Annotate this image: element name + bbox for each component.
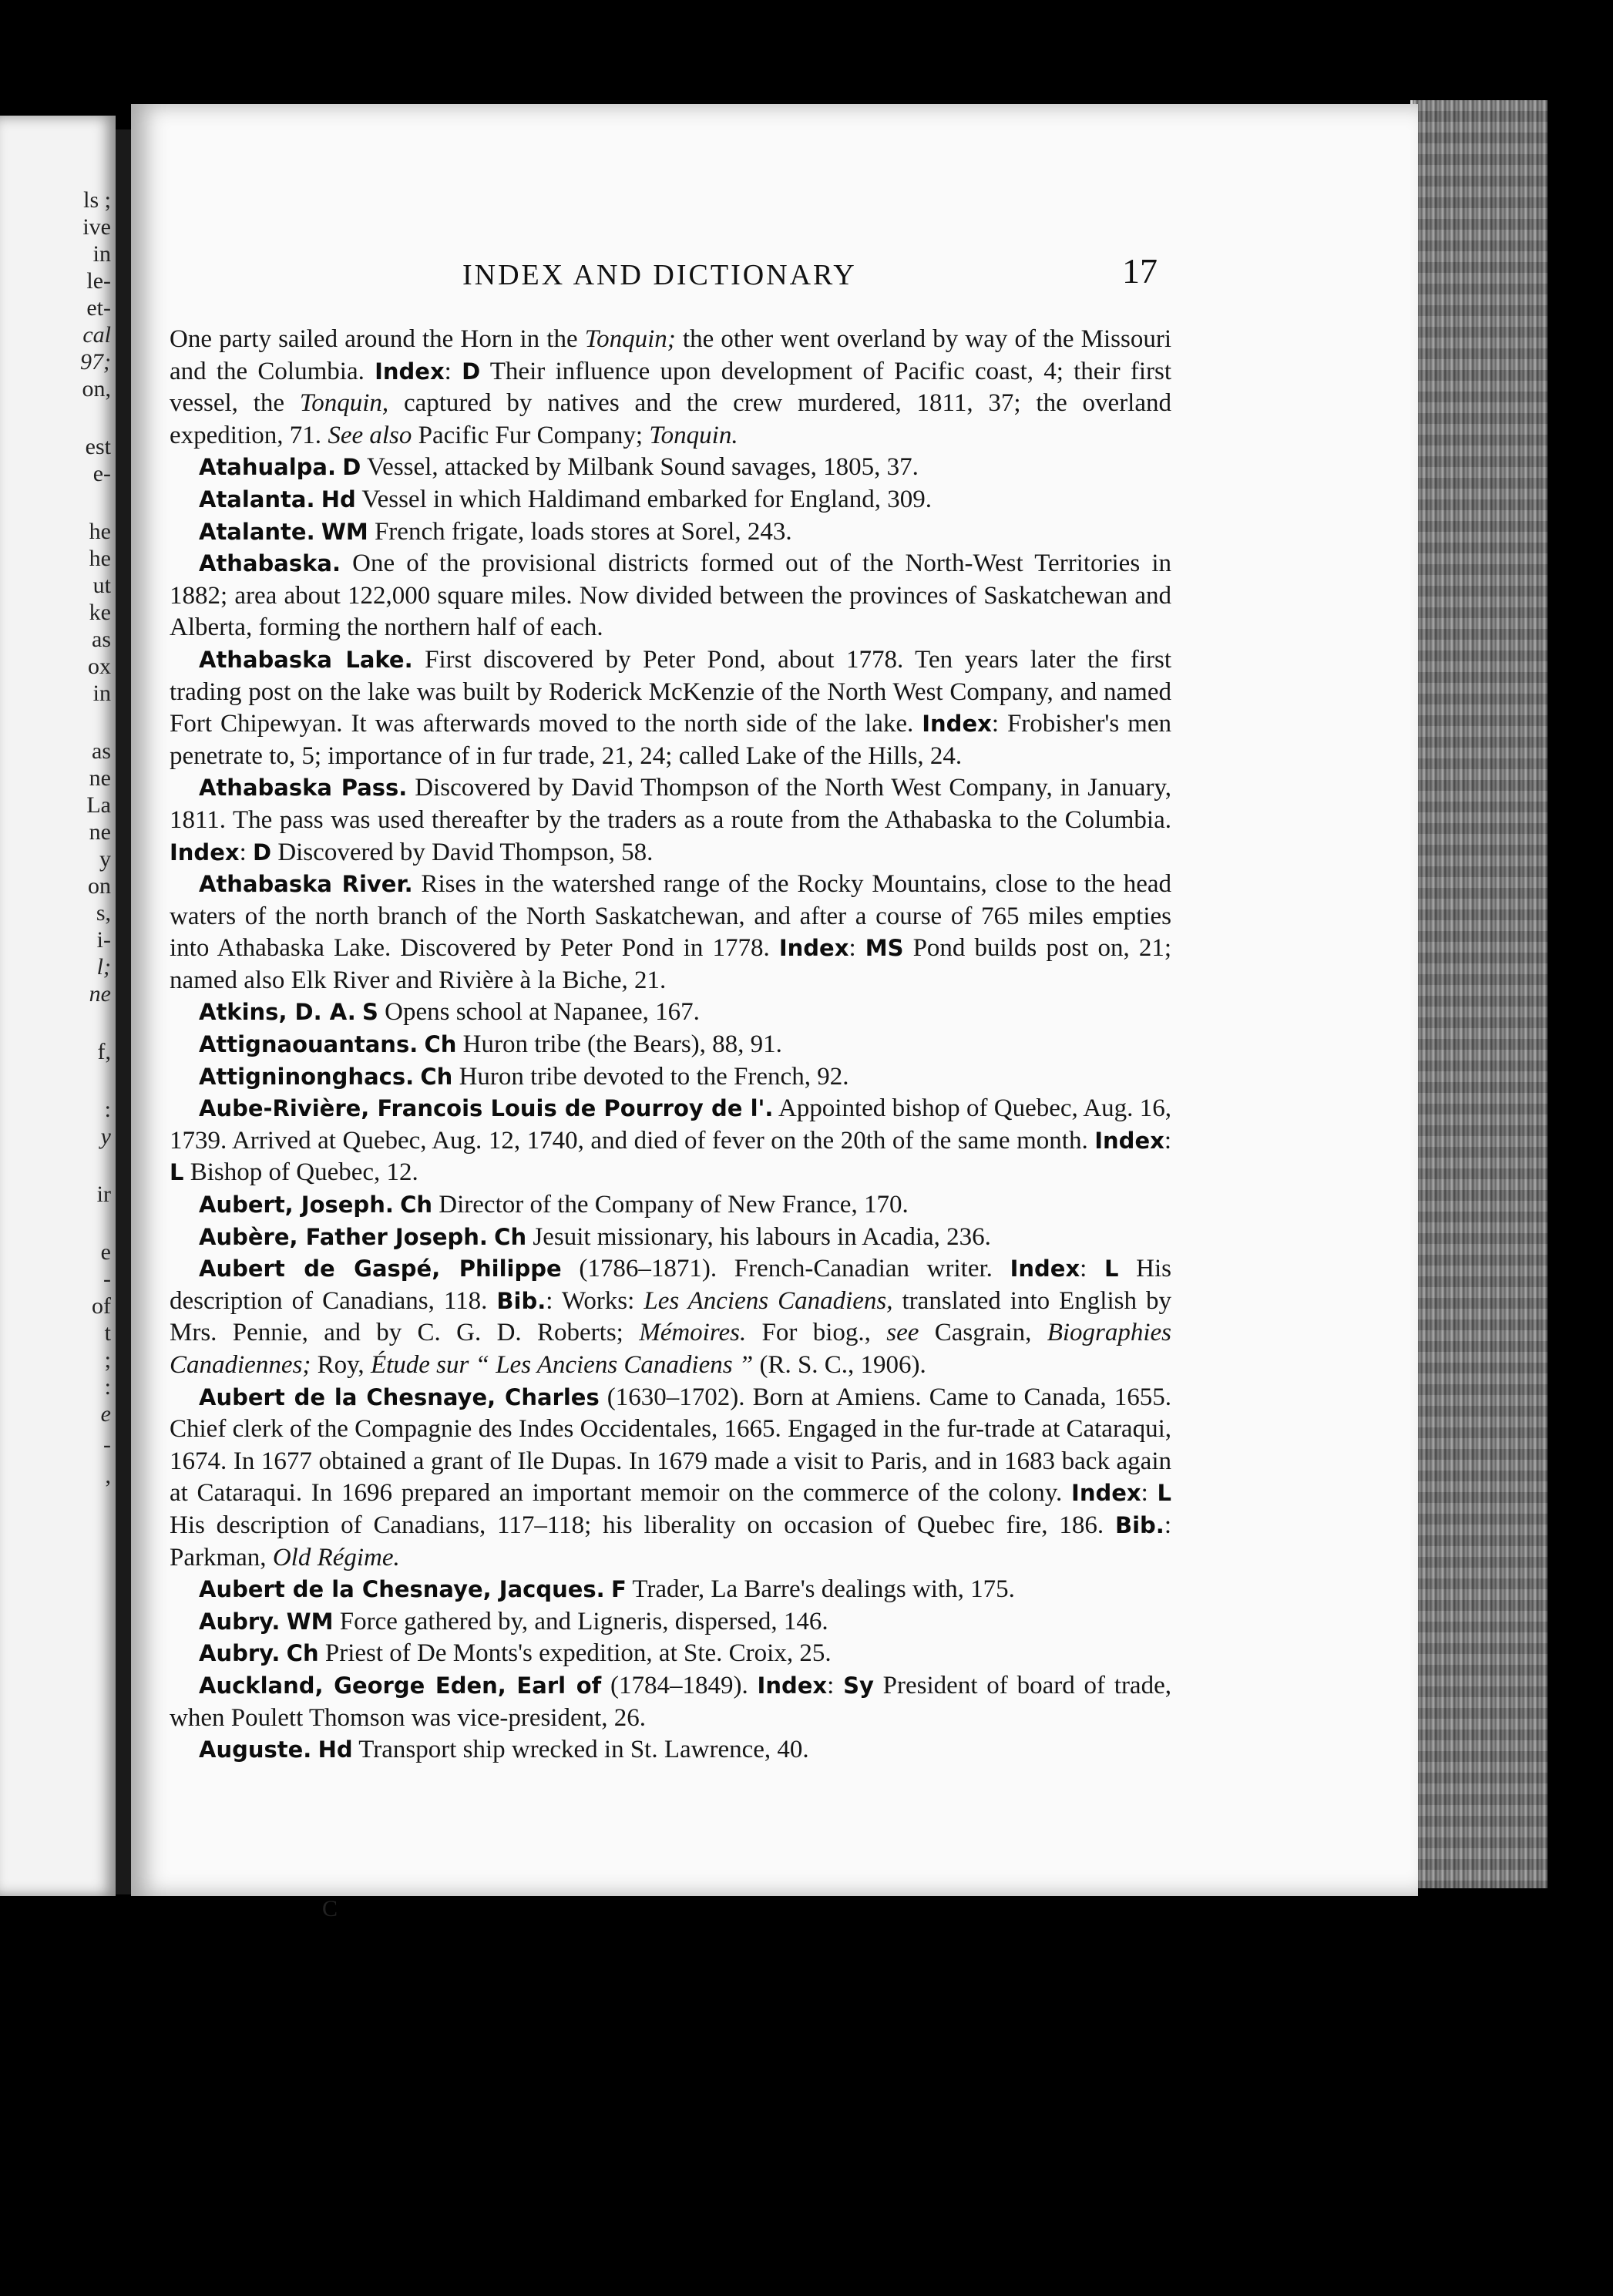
left-page-fragment: e <box>100 1401 111 1427</box>
index-entry <box>170 644 1171 772</box>
entry-text: : <box>239 838 253 866</box>
entry-text: Discovered by David Thompson of the North West Company, in January, 1811. The pass was used thereafter by the traders as a route from the Athabaska to the Columbia. <box>170 774 1171 834</box>
page-gutter <box>116 129 131 1894</box>
section-label: Bib. <box>496 1287 546 1314</box>
entry-headword: Athabaska Pass. <box>199 775 408 802</box>
left-page-fragment: le- <box>86 268 111 294</box>
entry-text: translated into English by Mrs. Pennie, and by C. G. D. Roberts; <box>170 1286 1171 1347</box>
source-abbreviation: L <box>170 1159 184 1186</box>
source-abbreviation: D <box>253 839 272 866</box>
entry-headword: Athabaska Lake. <box>199 646 413 673</box>
index-entry <box>170 1253 1171 1381</box>
entry-text: Pond builds post on, 21; named also Elk River and Rivière à la Biche, 21. <box>170 934 1171 994</box>
left-page-fragment: - <box>103 1432 111 1457</box>
entry-headword: Attigninonghacs. <box>199 1063 415 1090</box>
source-abbreviation: WM <box>321 518 368 545</box>
entry-text: Huron tribe (the Bears), 88, 91. <box>456 1030 782 1059</box>
section-label: Index <box>778 935 849 962</box>
italic-title: See also <box>328 421 412 449</box>
index-entry <box>170 1734 1171 1767</box>
page-number: 17 <box>1122 251 1158 291</box>
entry-text: Transport ship wrecked in St. Lawrence, 40. <box>352 1736 809 1764</box>
entry-text: (1630–1702). Born at Amiens. Came to Canada, 1655. Chief clerk of the Compagnie des Indes Occidentales, 1665. Engaged in the fur-trade at Cataraqui, 1674. In 1677 obtained a grant of Ile Dupas. In 1679 made a visit to Paris, and in 1683 back again at Cataraqui. In 1696 prepared an important memoir on the commerce of the colony. <box>170 1383 1171 1508</box>
italic-title: Tonquin, <box>299 389 389 418</box>
entry-text <box>280 1639 286 1667</box>
index-entry <box>170 516 1171 549</box>
source-abbreviation: D <box>342 454 361 481</box>
left-facing-page <box>0 116 116 1896</box>
left-page-fragment: of <box>92 1293 111 1319</box>
entry-text: : <box>827 1671 844 1699</box>
index-entry <box>170 1189 1171 1222</box>
entry-text: (R. S. C., 1906). <box>753 1351 926 1379</box>
section-label: Bib. <box>1115 1511 1164 1538</box>
entry-text: Rises in the watershed range of the Rocky Mountains, close to the head waters of the north branch of the North Saskatchewan, and after a course of 765 miles empties into Athabaska Lake. Discovered by Peter Pond in 1778. <box>170 870 1171 963</box>
entry-text: : Frobisher's men penetrate to, 5; importance of in fur trade, 21, 24; called Lake of the Hills, 24. <box>170 710 1171 770</box>
entry-text: Vessel, attacked by Milbank Sound savages, 1805, 37. <box>361 453 919 482</box>
index-entry <box>170 772 1171 869</box>
left-page-fragment: - <box>103 1266 111 1292</box>
source-abbreviation: MS <box>865 935 904 962</box>
entry-headword: Auguste. <box>199 1736 312 1763</box>
entry-text: First discovered by Peter Pond, about 1778. Ten years later the first trading post on the lake was built by Roderick McKenzie of the North West Company, and named Fort Chipewyan. It was afterwards moved to the north side of the lake. <box>170 645 1171 738</box>
entry-text: Discovered by David Thompson, 58. <box>271 838 654 866</box>
entry-text: Appointed bishop of Quebec, Aug. 16, 1739. Arrived at Quebec, Aug. 12, 1740, and died of fever on the 20th of the same month. <box>170 1094 1171 1155</box>
index-entry <box>170 324 1171 452</box>
index-entries <box>170 324 1171 1767</box>
section-label: Index <box>1010 1256 1080 1282</box>
entry-text <box>314 486 321 513</box>
entry-headword: Aubert de la Chesnaye, Charles <box>199 1383 600 1410</box>
left-page-fragment: y <box>100 1124 111 1149</box>
left-page-fragment: t <box>104 1320 111 1346</box>
section-label: Index <box>375 358 445 385</box>
left-page-fragment: , <box>105 1463 111 1488</box>
index-entry <box>170 1574 1171 1606</box>
entry-text <box>488 1223 494 1251</box>
index-entry <box>170 1670 1171 1734</box>
source-abbreviation: F <box>610 1576 627 1603</box>
left-page-fragment: ut <box>92 573 111 598</box>
left-page-fragment: ke <box>89 600 111 625</box>
italic-title: Old Régime. <box>272 1543 400 1572</box>
italic-title: Tonquin; <box>584 325 676 353</box>
source-abbreviation: L <box>1104 1256 1119 1282</box>
entry-headword: Auckland, George Eden, Earl of <box>199 1672 602 1699</box>
section-label: Index <box>170 839 240 866</box>
entry-headword: Aubry. <box>199 1640 281 1667</box>
left-page-fragment: ne <box>89 765 111 791</box>
left-page-fragment: as <box>92 627 111 652</box>
index-entry <box>170 997 1171 1029</box>
entry-text: Their influence upon development of Pacific coast, 4; their first vessel, the <box>170 357 1171 418</box>
entry-text: Director of the Company of New France, 170. <box>432 1191 909 1219</box>
entry-text: the other went overland by way of the Missouri and the Columbia. <box>170 325 1172 385</box>
index-entry <box>170 452 1171 484</box>
entry-headword: Aubry. <box>199 1608 281 1635</box>
left-page-fragment: ox <box>88 654 111 679</box>
left-page-fragment: est <box>85 434 111 459</box>
entry-text: : <box>849 934 865 963</box>
entry-text: : <box>1141 1479 1158 1508</box>
left-page-fragment: f, <box>97 1039 111 1064</box>
entry-text: His description of Canadians, 117–118; his liberality on occasion of Quebec fire, 186. <box>170 1511 1115 1539</box>
source-abbreviation: S <box>362 999 378 1026</box>
entry-text: Bishop of Quebec, 12. <box>183 1158 418 1187</box>
left-page-fragment: ne <box>89 981 111 1007</box>
section-label: Index <box>757 1672 828 1699</box>
entry-headword: Athabaska. <box>199 550 341 577</box>
index-entry <box>170 1222 1171 1254</box>
left-page-fragment: ls ; <box>83 187 111 213</box>
entry-text <box>311 1736 318 1763</box>
running-head: INDEX AND DICTIONARY <box>462 259 857 291</box>
left-page-fragment: : <box>104 1374 111 1400</box>
entry-headword: Atahualpa. <box>199 454 337 481</box>
entry-text: : Works: <box>546 1286 644 1315</box>
signature-mark: C <box>322 1896 338 1921</box>
entry-headword: Atalanta. <box>199 486 315 513</box>
section-label: Index <box>1094 1127 1164 1154</box>
index-entry <box>170 1382 1171 1575</box>
index-entry <box>170 484 1171 516</box>
left-page-fragment: : <box>104 1097 111 1122</box>
left-page-fragment: ive <box>82 214 111 240</box>
left-page-fragment: on <box>88 873 111 899</box>
entry-headword: Aubère, Father Joseph. <box>199 1223 488 1250</box>
source-abbreviation: L <box>1157 1480 1171 1507</box>
entry-text: captured by natives and the crew murdered, 1811, 37; the overland expedition, 71. <box>170 389 1171 449</box>
entry-text: Casgrain, <box>919 1319 1047 1347</box>
source-abbreviation: Ch <box>400 1192 433 1219</box>
index-entry <box>170 548 1171 644</box>
source-abbreviation: Ch <box>286 1640 319 1667</box>
entry-text: President of board of trade, when Poulett Thomson was vice-president, 26. <box>170 1671 1171 1732</box>
index-entry <box>170 869 1171 997</box>
left-page-fragment: in <box>92 681 111 706</box>
entry-text: For biog., <box>746 1319 887 1347</box>
section-label: Index <box>922 711 992 738</box>
entry-text: One of the provisional districts formed out of the North-West Territories in 1882; area about 122,000 square miles. Now divided between the provinces of Saskatchewan and Alberta, forming the northern half of each. <box>170 550 1171 642</box>
entry-headword: Atkins, D. A. <box>199 999 356 1026</box>
entry-text: Trader, La Barre's dealings with, 175. <box>626 1575 1015 1604</box>
left-page-fragment: i- <box>96 927 111 953</box>
left-page-fragment: cal <box>82 322 111 348</box>
source-abbreviation: D <box>462 358 481 385</box>
source-abbreviation: Ch <box>494 1223 527 1250</box>
entry-text: : <box>444 357 462 385</box>
entry-text: (1786–1871). French-Canadian writer. <box>561 1255 1010 1283</box>
book-page <box>131 104 1418 1921</box>
entry-text: Priest of De Monts's expedition, at Ste. Croix, 25. <box>318 1639 832 1668</box>
italic-title: see <box>886 1319 919 1347</box>
left-page-fragment: La <box>86 792 111 818</box>
left-page-fragment: 97; <box>80 349 111 375</box>
entry-text: Opens school at Napanee, 167. <box>378 998 700 1027</box>
left-page-fragment: in <box>92 241 111 267</box>
left-page-fragment: l; <box>96 954 111 980</box>
left-page-fragment: he <box>89 546 111 571</box>
index-entry <box>170 1029 1171 1061</box>
index-entry <box>170 1606 1171 1639</box>
section-label: Index <box>1071 1480 1141 1507</box>
left-page-fragment: he <box>89 519 111 544</box>
source-abbreviation: Sy <box>843 1672 874 1699</box>
italic-title: Mémoires. <box>639 1319 747 1347</box>
entry-text: Pacific Fur Company; <box>412 421 650 449</box>
entry-text: Huron tribe devoted to the French, 92. <box>452 1062 849 1091</box>
source-abbreviation: Hd <box>318 1736 353 1763</box>
entry-headword: Aubert, Joseph. <box>199 1192 394 1219</box>
italic-title: Biographies Canadiennes; <box>170 1319 1172 1379</box>
left-page-fragment: ne <box>89 819 111 845</box>
left-page-fragment: e <box>100 1239 111 1265</box>
entry-headword: Athabaska River. <box>199 871 413 898</box>
entry-text: : <box>1080 1255 1105 1283</box>
left-page-fragment: y <box>99 846 111 872</box>
entry-text <box>605 1575 611 1603</box>
page-fore-edge <box>1410 100 1547 1888</box>
left-page-fragment: et- <box>86 295 111 321</box>
entry-text: French frigate, loads stores at Sorel, 243. <box>368 517 792 546</box>
index-entry <box>170 1061 1171 1094</box>
source-abbreviation: Ch <box>424 1031 457 1058</box>
left-page-fragment: ; <box>104 1347 111 1373</box>
source-abbreviation: Hd <box>321 486 356 513</box>
italic-title: Étude sur “ Les Anciens Canadiens ” <box>370 1351 754 1379</box>
source-abbreviation: Ch <box>420 1063 453 1090</box>
entry-text: : <box>1164 1126 1171 1155</box>
left-page-fragment: e- <box>92 461 111 486</box>
italic-title: Les Anciens Canadiens, <box>644 1286 893 1315</box>
entry-text: One party sailed around the Horn in the <box>170 325 585 353</box>
entry-text <box>356 998 362 1026</box>
left-page-fragment: s, <box>96 900 111 926</box>
source-abbreviation: WM <box>286 1608 334 1635</box>
left-page-fragment: ir <box>96 1182 111 1207</box>
entry-text <box>280 1608 286 1635</box>
entry-text: : Parkman, <box>170 1511 1171 1572</box>
entry-headword: Attignaouantans. <box>199 1031 418 1058</box>
entry-headword: Aube-Rivière, Francois Louis de Pourroy de l'. <box>199 1095 774 1122</box>
italic-title: Tonquin. <box>649 421 738 449</box>
entry-headword: Atalante. <box>199 518 315 545</box>
entry-text: Jesuit missionary, his labours in Acadia, 236. <box>526 1222 991 1251</box>
entry-text: His description of Canadians, 118. <box>170 1255 1172 1315</box>
entry-text <box>315 518 321 546</box>
entry-text: Vessel in which Haldimand embarked for England, 309. <box>355 485 932 513</box>
left-page-fragment: as <box>92 738 111 764</box>
index-entry <box>170 1638 1171 1670</box>
entry-text: Force gathered by, and Ligneris, dispersed, 146. <box>333 1607 828 1635</box>
left-page-fragment: on, <box>82 376 111 402</box>
entry-text: (1784–1849). <box>601 1671 758 1699</box>
index-entry <box>170 1093 1171 1189</box>
entry-headword: Aubert de la Chesnaye, Jacques. <box>199 1576 605 1603</box>
entry-text: Roy, <box>311 1351 371 1379</box>
entry-headword: Aubert de Gaspé, Philippe <box>199 1256 562 1282</box>
entry-text <box>394 1191 400 1219</box>
